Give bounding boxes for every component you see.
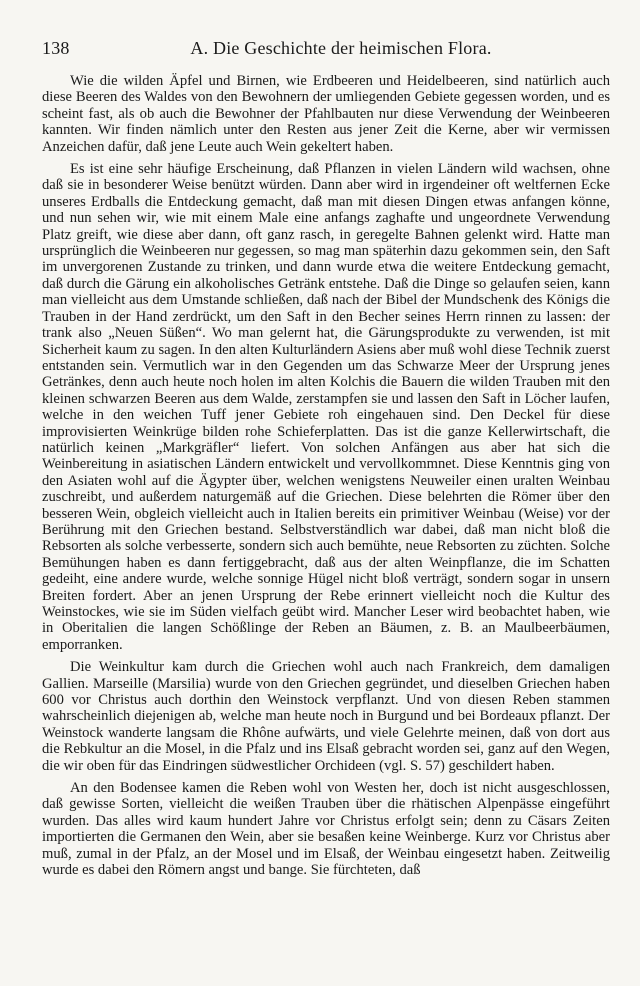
body-text [42, 73, 610, 879]
paragraph: An den Bodensee kamen die Reben wohl von Westen her, doch ist nicht ausgeschlossen, daß gewisse Sorten, vielleicht die weißen Trauben über die rhätischen Alpenpässe eingeführt wurden. Das alles wird kaum hundert Jahre vor Christus erfolgt sein; denn zu Cäsars Zeiten importierten die Germanen den Wein, aber sie besaßen keine Weinberge. Kurz vor Christus aber muß, zumal in der Pfalz, an der Mosel und im Elsaß, der Weinbau eingesetzt haben. Zeitweilig wurde es dabei den Römern angst und bange. Sie fürchteten, daß [42, 780, 610, 879]
page-header [42, 38, 610, 59]
page-number: 138 [42, 38, 70, 58]
paragraph: Wie die wilden Äpfel und Birnen, wie Erdbeeren und Heidelbeeren, sind natürlich auch diese Beeren des Waldes von den Bewohnern der umliegenden Gebiete gegessen worden, und es scheint fast, als ob auch die Bewohner der Pfahlbauten nur diese Verwendung der Weinbeeren kannten. Wir finden nämlich unter den Resten aus jener Zeit die Kerne, aber wir vermissen Anzeichen dafür, daß jene Leute auch Wein gekeltert haben. [42, 73, 610, 155]
running-head: A. Die Geschichte der heimischen Flora. [190, 38, 492, 58]
paragraph: Die Weinkultur kam durch die Griechen wohl auch nach Frankreich, dem damaligen Gallien. Marseille (Marsilia) wurde von den Griechen gegründet, und dieselben Griechen haben 600 vor Christus auch dorthin den Weinstock verpflanzt. Und von diesen Reben stammen wahrscheinlich diejenigen ab, welche man heute noch in Burgund und bei Bordeaux pflanzt. Der Weinstock wanderte langsam die Rhône aufwärts, und viele Gelehrte meinen, daß von dort aus die Rebkultur an die Mosel, in die Pfalz und ins Elsaß gebracht worden sei, ganz auf den Wegen, die wir oben für das Eindringen südwestlicher Orchideen (vgl. S. 57) geschildert haben. [42, 659, 610, 774]
paragraph: Es ist eine sehr häufige Erscheinung, daß Pflanzen in vielen Ländern wild wachsen, ohne daß sie in besonderer Weise benützt würden. Dann aber wird in irgendeiner oft weltfernen Ecke unseres Erdballs die Entdeckung gemacht, daß man mit diesen Dingen etwas anfangen könne, und nun sehen wir, wie mit einem Male eine anfangs zaghafte und ungeordnete Verwendung Platz greift, wie diese aber dann, oft ganz rasch, in geregelte Bahnen gelenkt wird. Hatte man ursprünglich die Weinbeeren nur gegessen, so mag man späterhin dazu gekommen sein, den Saft im unvergorenen Zustande zu trinken, und dann wurde etwa die weitere Entdeckung gemacht, daß durch die Gärung ein alkoholisches Getränk entstehe. Daß die Dinge so gelaufen seien, kann man vielleicht aus dem Umstande schließen, daß nach der Bibel der Mundschenk des Königs die Trauben in der Hand zerdrückt, um den Saft in den Becher seines Herrn rinnen zu lassen: der trank also „Neuen Süßen“. Wo man gelernt hat, die Gärungsprodukte zu verwenden, ist mit Sicherheit kaum zu sagen. In den alten Kulturländern Asiens aber muß wohl diese Technik zuerst entstanden sein. Vermutlich war in den Gegenden um das Schwarze Meer der Ursprung jenes Getränkes, denn auch heute noch holen im alten Kolchis die Bauern die wilden Trauben mit den kleinen schwarzen Beeren aus dem Walde, zerstampfen sie und lassen den Saft in Löcher laufen, welche in den weichen Tuff jener Gebiete roh eingehauen sind. Den Deckel für diese improvisierten Weinkrüge bilden rohe Schieferplatten. Das ist die ganze Kellerwirtschaft, die natürlich keinen „Markgräfler“ liefert. Von solchen Anfängen aus aber hat sich die Weinbereitung in asiatischen Ländern entwickelt und vervollkommnet. Diese Kenntnis ging von den Asiaten wohl auf die Ägypter über, welchen wenigstens Neuweiler einen uralten Weinbau zuschreibt, und außerdem naturgemäß auf die Griechen. Diese belehrten die Römer über den besseren Wein, obgleich vielleicht auch in Italien bereits ein primitiver Weinbau (Weise) vor der Berührung mit den Griechen bestand. Selbstverständlich war dabei, daß man nicht bloß die Rebsorten als solche verbesserte, sondern sich auch bemühte, neue Rebsorten zu züchten. Solche Bemühungen haben es dann fertiggebracht, daß aus der alten Weinpflanze, die im Schatten gedeiht, eine andere wurde, welche sonnige Hügel nicht bloß verträgt, sondern sogar in unsern Breiten fordert. Aber an jenen Ursprung der Rebe erinnert vielleicht noch die Kultur des Weinstockes, wie sie im Süden vielfach geübt wird. Mancher Leser wird beobachtet haben, wie in Oberitalien die langen Schößlinge der Reben an Bäumen, z. B. an Maulbeerbäumen, emporranken. [42, 161, 610, 653]
